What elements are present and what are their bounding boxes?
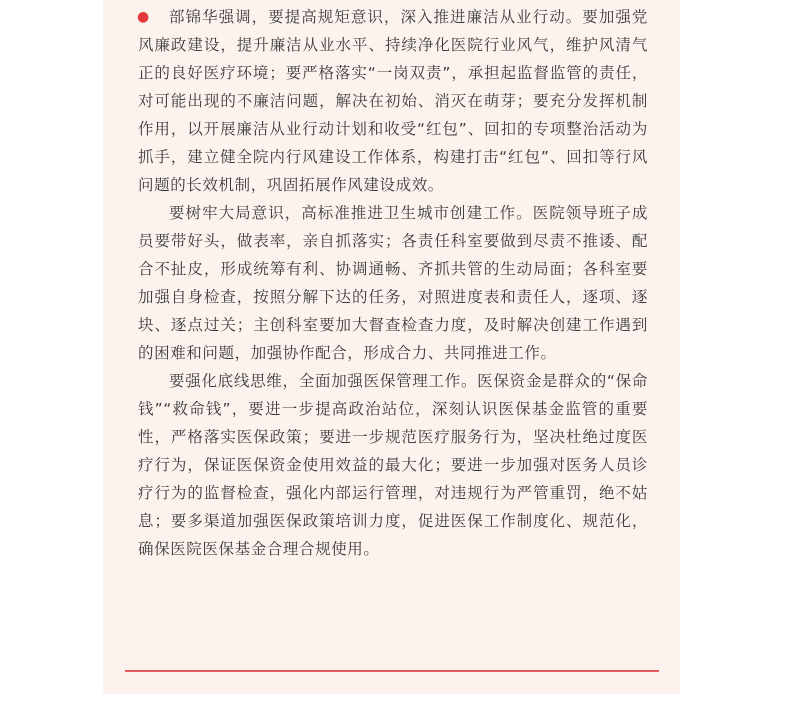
bullet-dot-icon: ●: [137, 9, 150, 25]
article-content: [138, 0, 648, 563]
article-paragraph-3-text: 要强化底线思维，全面加强医保管理工作。医保资金是群众的“保命钱”“救命钱”，要进一步提高政治站位，深刻认识医保基金监管的重要性，严格落实医保政策；要进一步规范医疗服务行为，坚决杜绝过度医疗行为，保证医保资金使用效益的最大化；要进一步加强对医务人员诊疗行为的监督检查，强化内部运行管理，对违规行为严管重罚，绝不姑息；要多渠道加强医保政策培训力度，促进医保工作制度化、规范化，确保医院医保基金合理合规使用。: [138, 372, 648, 558]
article-paragraph-2-text: 要树牢大局意识，高标准推进卫生城市创建工作。医院领导班子成员要带好头，做表率，亲自抓落实；各责任科室要做到尽责不推诿、配合不扯皮，形成统筹有利、协调通畅、齐抓共管的生动局面；各科室要加强自身检查，按照分解下达的任务，对照进度表和责任人，逐项、逐块、逐点过关；主创科室要加大督查检查力度，及时解决创建工作遇到的困难和问题，加强协作配合，形成合力、共同推进工作。: [138, 204, 648, 362]
article-paragraph-2: [138, 199, 648, 367]
article-paragraph-3: [138, 367, 648, 563]
article-paragraph-1: [138, 0, 648, 199]
section-divider: [125, 670, 659, 672]
article-paragraph-1-text: 部锦华强调，要提高规矩意识，深入推进廉洁从业行动。要加强党风廉政建设，提升廉洁从业水平、持续净化医院行业风气，维护风清气正的良好医疗环境；要严格落实“一岗双责”，承担起监督监管的责任，对可能出现的不廉洁问题，解决在初始、消灭在萌芽；要充分发挥机制作用，以开展廉洁从业行动计划和收受“红包”、回扣的专项整治活动为抓手，建立健全院内行风建设工作体系，构建打击“红包”、回扣等行风问题的长效机制，巩固拓展作风建设成效。: [138, 8, 648, 194]
article-panel: [103, 0, 680, 694]
